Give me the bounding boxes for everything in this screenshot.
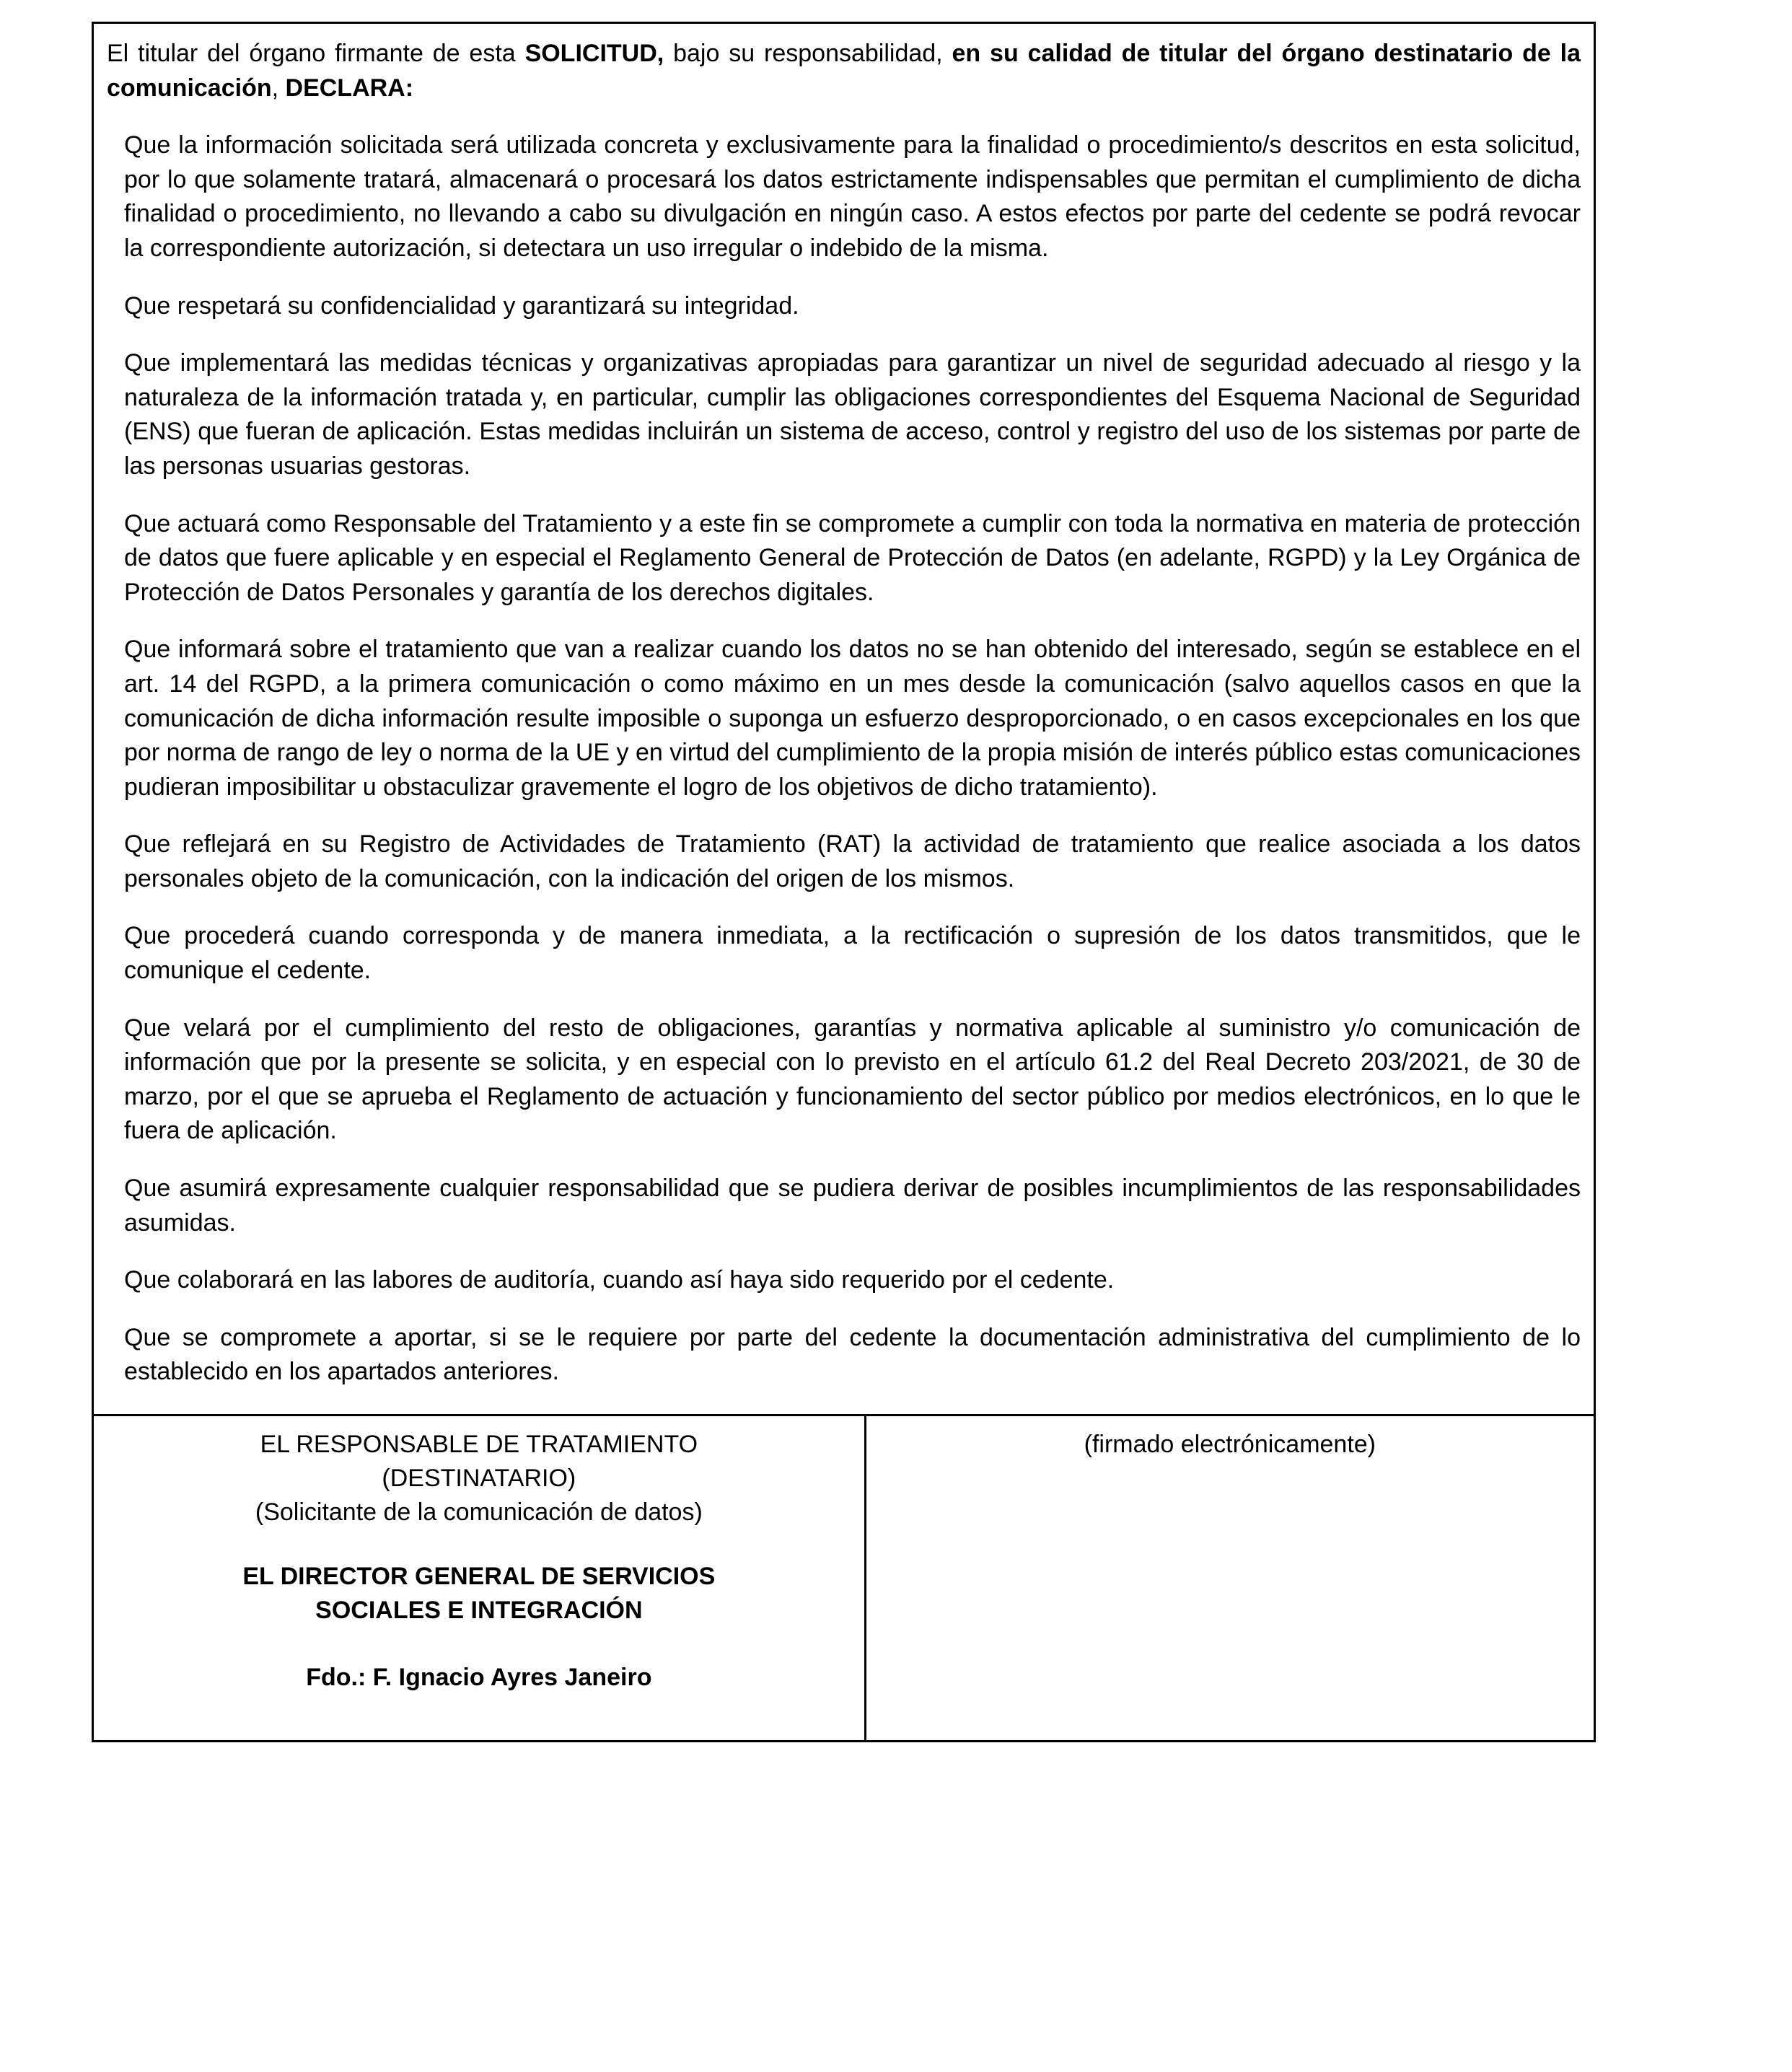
declaration-paragraph: Que actuará como Responsable del Tratamiento y a este fin se compromete a cumplir con toda la normativa en materia de protección de datos que fuere aplicable y en especial el Reglamento General de Protección de Datos (en adelante, RGPD) y la Ley Orgánica de Protección de Datos Personales y garantía de los derechos digitales. — [124, 509, 1581, 606]
declaration-box — [92, 22, 1596, 1742]
declaration-paragraph: Que reflejará en su Registro de Actividades de Tratamiento (RAT) la actividad de tratamiento que realice asociada a los datos personales objeto de la comunicación, con la indicación del origen de los mismos. — [124, 830, 1581, 892]
declaration-paragraph: Que informará sobre el tratamiento que van a realizar cuando los datos no se han obtenido del interesado, según se establece en el art. 14 del RGPD, a la primera comunicación o como máximo en un mes desde la comunicación (salvo aquellos casos en que la comunicación de dicha información resulte imposible o suponga un esfuerzo desproporcionado, o en casos excepcionales en los que por norma de rango de ley o norma de la UE y en virtud del cumplimiento de la propia misión de interés público estas comunicaciones pudieran imposibilitar u obstaculizar gravemente el logro de los objetivos de dicho tratamiento). — [124, 636, 1581, 801]
signature-role-line1: EL RESPONSABLE DE TRATAMIENTO — [260, 1431, 698, 1458]
declaration-paragraph: Que velará por el cumplimiento del resto de obligaciones, garantías y normativa aplicable al suministro y/o comunicación de información que por la presente se solicita, y en especial con lo previsto en el artículo 61.2 del Real Decreto 203/2021, de 30 de marzo, por el que se aprueba el Reglamento de actuación y funcionamiento del sector público por medios electrónicos, en lo que le fuera de aplicación. — [124, 1014, 1581, 1145]
declaration-header — [107, 37, 1581, 105]
declaration-paragraph: Que respetará su confidencialidad y garantizará su integridad. — [124, 291, 799, 320]
signature-office-title: EL DIRECTOR GENERAL DE SERVICIOS SOCIALES E INTEGRACIÓN — [242, 1562, 716, 1624]
declaration-paragraph: Que colaborará en las labores de auditoría, cuando así haya sido requerido por el cedente. — [124, 1266, 1115, 1294]
header-text: El titular del órgano firmante de esta — [107, 40, 525, 67]
declaration-paragraph: Que la información solicitada será utilizada concreta y exclusivamente para la finalidad o procedimiento/s descritos en esta solicitud, por lo que solamente tratará, almacenará o procesará los datos estrictamente indispensables que permitan el cumplimiento de dicha finalidad o procedimiento, no llevando a cabo su divulgación en ningún caso. A estos efectos por parte del cedente se podrá revocar la correspondiente autorización, si detectara un uso irregular o indebido de la misma. — [124, 131, 1581, 262]
header-text: bajo su responsabilidad, — [664, 40, 952, 67]
electronic-signature-note: (firmado electrónicamente) — [1084, 1431, 1376, 1458]
declaration-body — [94, 24, 1594, 1414]
declaration-paragraph: Que implementará las medidas técnicas y organizativas apropiadas para garantizar un nivel de seguridad adecuado al riesgo y la naturaleza de la información tratada y, en particular, cumplir las obligaciones correspondientes del Esquema Nacional de Seguridad (ENS) que fueran de aplicación. Estas medidas incluirán un sistema de acceso, control y registro del uso de los sistemas por parte de las personas usuarias gestoras. — [124, 349, 1581, 480]
header-text: , — [271, 74, 286, 102]
signature-subtitle: (Solicitante de la comunicación de datos) — [255, 1498, 703, 1526]
header-bold-solicitud: SOLICITUD, — [524, 40, 664, 67]
signature-table — [94, 1414, 1594, 1740]
header-bold-calidad: en su calidad de titular del órgano destinatario de la comunicación — [107, 40, 1581, 102]
declaration-paragraph: Que asumirá expresamente cualquier responsabilidad que se pudiera derivar de posibles incumplimientos de las responsabilidades asumidas. — [124, 1175, 1581, 1237]
signature-cell-responsable — [94, 1416, 866, 1740]
header-bold-declara: DECLARA: — [285, 74, 414, 102]
declaration-paragraph: Que se compromete a aportar, si se le requiere por parte del cedente la documentación administrativa del cumplimiento de lo establecido en los apartados anteriores. — [124, 1323, 1581, 1386]
declaration-paragraphs — [124, 128, 1581, 1390]
signature-cell-electronic — [866, 1416, 1594, 1740]
signature-role-line2: (DESTINATARIO) — [382, 1464, 576, 1492]
declaration-paragraph: Que procederá cuando corresponda y de manera inmediata, a la rectificación o supresión de los datos transmitidos, que le comunique el cedente. — [124, 922, 1581, 985]
signature-signer-name: Fdo.: F. Ignacio Ayres Janeiro — [306, 1663, 652, 1691]
